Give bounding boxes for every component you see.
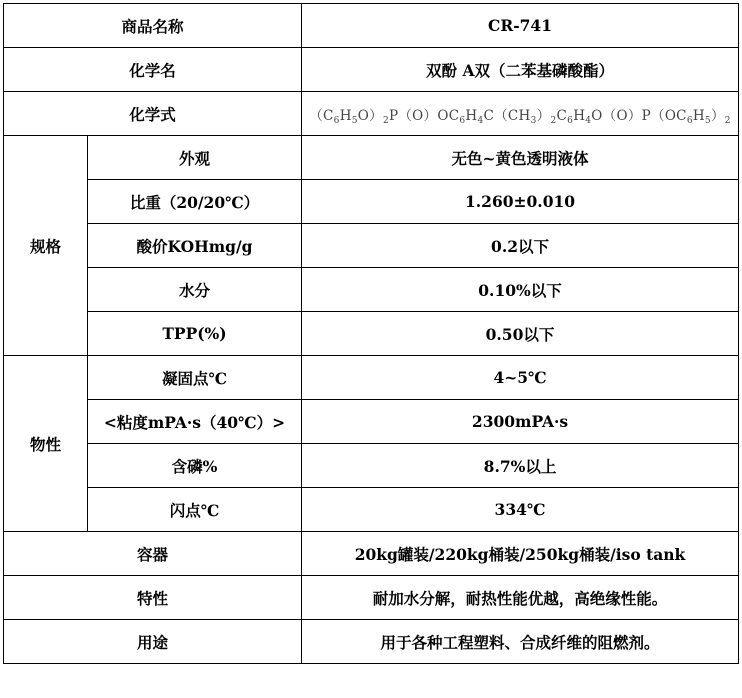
product-spec-table <box>3 3 739 664</box>
formula-label: 化学式 <box>4 92 302 136</box>
spec-group-label: 规格 <box>4 136 88 356</box>
spec-item-label: TPP(%) <box>88 312 302 356</box>
formula-value <box>302 92 739 136</box>
prop-item-label: 闪点℃ <box>88 488 302 532</box>
prop-item-label: 含磷% <box>88 444 302 488</box>
formula-text: ） <box>710 107 725 124</box>
formula-text: C（CH <box>483 107 531 124</box>
formula-subscript: 2 <box>550 115 557 126</box>
formula-text: O（O）P（OC <box>591 107 687 124</box>
formula-subscript: 5 <box>351 115 358 126</box>
formula-subscript: 5 <box>704 115 711 126</box>
formula-subscript: 6 <box>686 115 693 126</box>
row-prop-freezing <box>4 356 739 400</box>
formula-text: C <box>556 107 568 124</box>
row-usage <box>4 620 739 664</box>
formula-text: H <box>465 107 478 124</box>
chemical-name-label: 化学名 <box>4 48 302 92</box>
container-label: 容器 <box>4 532 302 576</box>
spec-item-value: 0.50以下 <box>302 312 739 356</box>
spec-item-label: 水分 <box>88 268 302 312</box>
prop-item-value: 2300mPA·s <box>302 400 739 444</box>
formula-subscript: 3 <box>530 115 537 126</box>
formula-subscript: 6 <box>567 115 574 126</box>
props-group-label: 物性 <box>4 356 88 532</box>
row-spec-water <box>4 268 739 312</box>
formula-text: （C <box>309 107 334 124</box>
row-prop-viscosity <box>4 400 739 444</box>
formula-text: H <box>692 107 705 124</box>
formula-subscript: 4 <box>477 115 484 126</box>
row-spec-acid <box>4 224 739 268</box>
prop-item-label: <粘度mPA·s（40℃）> <box>88 400 302 444</box>
features-value: 耐加水分解，耐热性能优越，高绝缘性能。 <box>302 576 739 620</box>
spec-item-value: 1.260±0.010 <box>302 180 739 224</box>
formula-text: P（O）OC <box>389 107 460 124</box>
usage-value: 用于各种工程塑料、合成纤维的阻燃剂。 <box>302 620 739 664</box>
product-name-value: CR-741 <box>302 4 739 48</box>
prop-item-label: 凝固点℃ <box>88 356 302 400</box>
spec-item-label: 外观 <box>88 136 302 180</box>
formula-text: O） <box>357 107 383 124</box>
formula-text: H <box>339 107 352 124</box>
prop-item-value: 4~5℃ <box>302 356 739 400</box>
row-prop-flash <box>4 488 739 532</box>
formula-subscript: 2 <box>724 115 731 126</box>
spec-item-value: 无色~黄色透明液体 <box>302 136 739 180</box>
row-chemical-name <box>4 48 739 92</box>
container-value: 20kg罐装/220kg桶装/250kg桶装/iso tank <box>302 532 739 576</box>
spec-item-label: 比重（20/20℃） <box>88 180 302 224</box>
spec-item-value: 0.10%以下 <box>302 268 739 312</box>
row-container <box>4 532 739 576</box>
formula-subscript: 4 <box>585 115 592 126</box>
chemical-name-value: 双酚 A双（二苯基磷酸酯） <box>302 48 739 92</box>
spec-item-value: 0.2以下 <box>302 224 739 268</box>
row-prop-phosphorus <box>4 444 739 488</box>
row-formula <box>4 92 739 136</box>
row-spec-tpp <box>4 312 739 356</box>
row-features <box>4 576 739 620</box>
row-spec-gravity <box>4 180 739 224</box>
row-product-name <box>4 4 739 48</box>
prop-item-value: 8.7%以上 <box>302 444 739 488</box>
usage-label: 用途 <box>4 620 302 664</box>
row-spec-appearance <box>4 136 739 180</box>
features-label: 特性 <box>4 576 302 620</box>
formula-subscript: 2 <box>382 115 389 126</box>
spec-sheet <box>3 3 739 664</box>
formula-text: H <box>573 107 586 124</box>
formula-text: ） <box>536 107 551 124</box>
formula-subscript: 6 <box>333 115 340 126</box>
formula-subscript: 6 <box>459 115 466 126</box>
spec-item-label: 酸价KOHmg/g <box>88 224 302 268</box>
prop-item-value: 334℃ <box>302 488 739 532</box>
product-name-label: 商品名称 <box>4 4 302 48</box>
